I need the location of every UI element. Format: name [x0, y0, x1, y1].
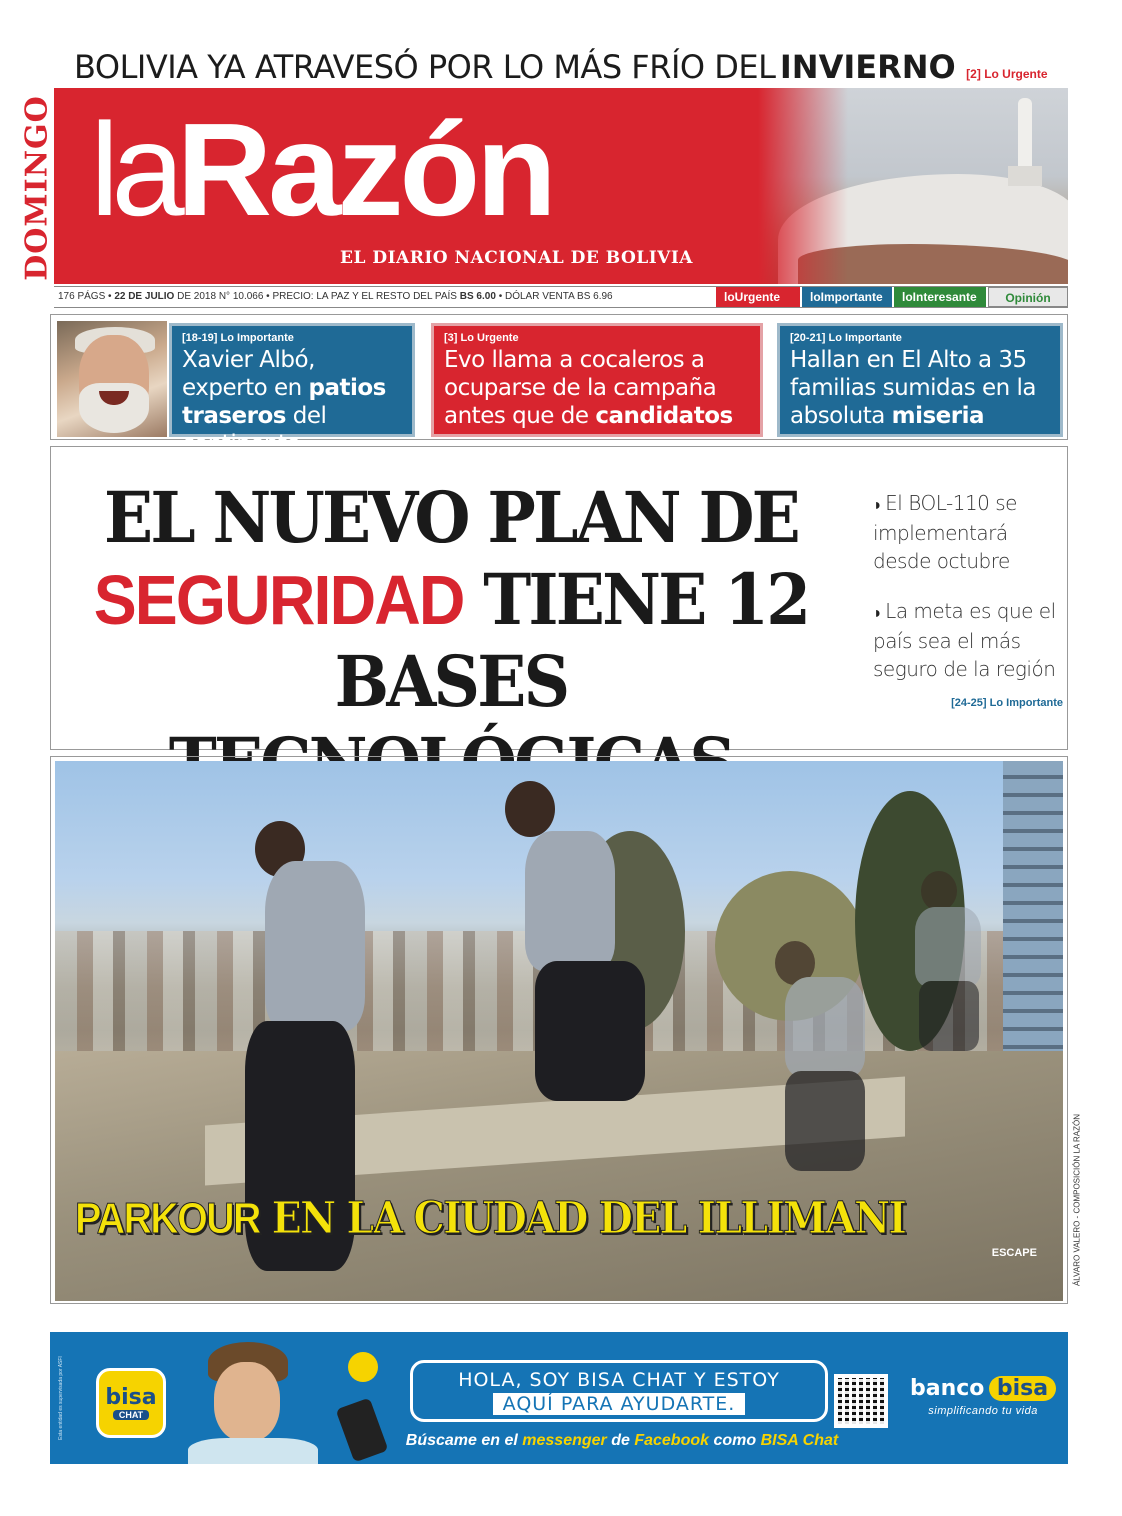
- teaser-headline: Hallan en El Alto a 35 familias sumidas en la absoluta miseria: [790, 347, 1037, 429]
- main-headline: EL NUEVO PLAN DE SEGURIDAD TIENE 12 BASES: [93, 476, 809, 723]
- photo-credit: ÁLVARO VALERO - COMPOSICIÓN LA RAZÓN: [1072, 1113, 1082, 1287]
- statue-icon: [1018, 98, 1032, 168]
- headline-highlight: SEGURIDAD: [93, 561, 464, 639]
- runner: [465, 781, 665, 1111]
- logo[interactable]: [90, 94, 553, 243]
- teaser-evo[interactable]: [431, 323, 763, 437]
- tab-opinion[interactable]: Opinión: [988, 287, 1068, 307]
- ad-cta: Búscame en el messenger de Facebook como BISA Chat: [405, 1432, 839, 1449]
- parkour-photo: [55, 761, 1063, 1301]
- logo-la: la: [90, 96, 177, 243]
- teaser-albo[interactable]: [169, 323, 415, 457]
- chatbot-icon: [348, 1352, 378, 1382]
- teaser-ref: [3] Lo Urgente: [444, 332, 519, 344]
- building: [1003, 761, 1063, 1091]
- top-teaser-ref: [2] Lo Urgente: [966, 67, 1048, 81]
- logo-razon: Razón: [176, 96, 553, 243]
- tab-lo-interesante[interactable]: loInteresante: [894, 287, 986, 307]
- teaser-el-alto[interactable]: [777, 323, 1063, 437]
- tab-lo-importante[interactable]: loImportante: [802, 287, 892, 307]
- banco-bisa-logo: banco bisa simplificando tu vida: [910, 1376, 1056, 1417]
- chat-bubble: HOLA, SOY BISA CHAT Y ESTOY AQUÍ PARA AYUDARTE.: [410, 1360, 828, 1422]
- bullet-item: ◗ La meta es que el país sea el más seguro de la región: [873, 599, 1056, 681]
- info-bar: [54, 286, 1068, 308]
- top-teaser[interactable]: [74, 48, 1074, 88]
- masthead: [54, 88, 1068, 284]
- teaser-headline: Evo llama a cocaleros a ocuparse de la campaña antes que de candidatos: [444, 347, 733, 429]
- edition-info: 176 PÁGS • 22 DE JULIO DE 2018 N° 10.066 • PRECIO: LA PAZ Y EL RESTO DEL PAÍS BS 6.00 • DÓLAR VENTA BS 6.96: [58, 291, 613, 302]
- photo-caption: PARKOUR EN LA CIUDAD DEL ILLIMANI: [75, 1193, 906, 1244]
- photo-section: ESCAPE: [991, 1247, 1037, 1259]
- section-tabs: [716, 287, 1068, 307]
- bisa-ad[interactable]: [50, 1332, 1068, 1464]
- triangle-icon: ◗: [873, 495, 883, 514]
- top-teaser-bold: INVIERNO: [779, 48, 956, 86]
- top-teaser-text: BOLIVIA YA ATRAVESÓ POR LO MÁS FRÍO DEL: [74, 48, 776, 86]
- phone-icon: [336, 1398, 389, 1463]
- story-bullets: [873, 489, 1063, 709]
- bullet-item: ◗ El BOL-110 se implementará desde octubre: [873, 491, 1017, 573]
- teaser-ref: [18-19] Lo Importante: [182, 332, 294, 344]
- xavier-albo-photo: [57, 321, 167, 437]
- story-ref: [24-25] Lo Importante: [951, 697, 1063, 709]
- bisa-chat-app-icon: bisa CHAT: [96, 1368, 166, 1438]
- teaser-headline: Xavier Albó, experto en patios traseros del continente: [182, 347, 386, 457]
- day-label: DOMINGO: [19, 95, 55, 281]
- ad-legal: Esta entidad es supervisada por ASFI: [58, 1356, 64, 1440]
- triangle-icon: ◗: [873, 603, 883, 622]
- tagline: EL DIARIO NACIONAL DE BOLIVIA: [340, 248, 693, 268]
- teaser-ref: [20-21] Lo Importante: [790, 332, 902, 344]
- photo-box[interactable]: [50, 756, 1068, 1304]
- main-story[interactable]: [50, 446, 1068, 750]
- qr-code-icon[interactable]: [834, 1374, 888, 1428]
- masthead-photo: [758, 88, 1068, 284]
- tab-lo-urgente[interactable]: loUrgente: [716, 287, 800, 307]
- runner: [895, 851, 995, 1061]
- runner: [755, 941, 885, 1181]
- teaser-row: [50, 314, 1068, 457]
- ad-man-photo: [178, 1342, 318, 1464]
